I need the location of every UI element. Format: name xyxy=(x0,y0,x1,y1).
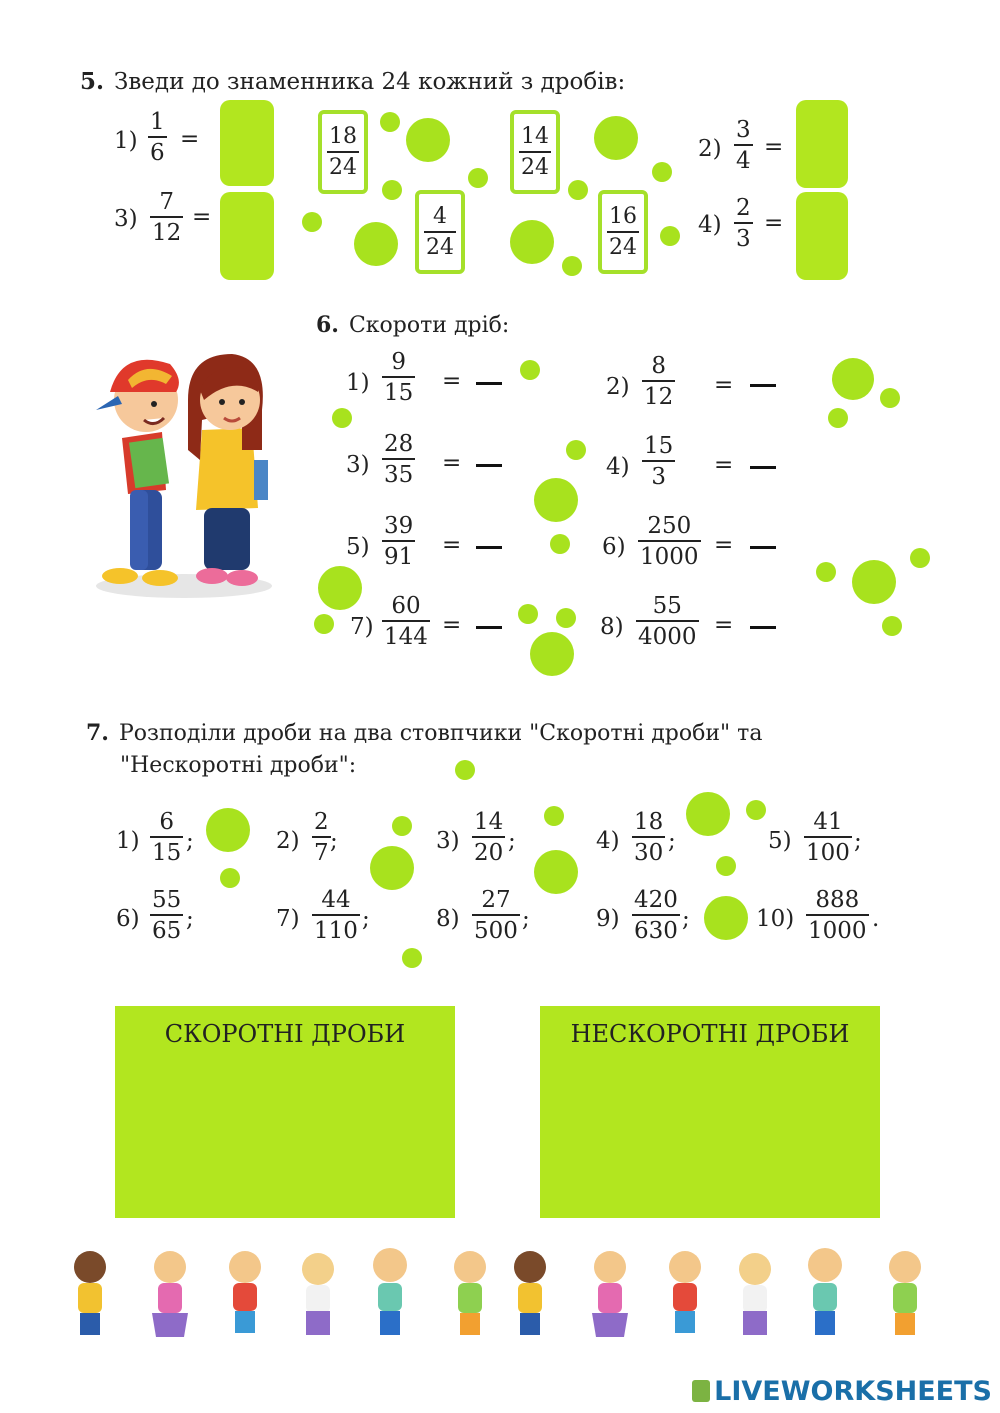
task7-item-6-fraction[interactable]: 55 65 xyxy=(152,887,182,945)
task6-item-4-fraction: 15 3 xyxy=(644,433,674,491)
task7-item-4-sep: ; xyxy=(668,828,676,854)
task6-item-5-label: 5) xyxy=(346,534,370,560)
task7-item-5-fraction[interactable]: 41 100 xyxy=(806,809,850,867)
tile-fraction: $\frac{4}{24}$ xyxy=(426,204,454,260)
task7-text-line1: Розподіли дроби на два стовпчики "Скоротні дроби" та xyxy=(118,721,763,746)
decor-dot xyxy=(518,604,538,624)
tile-fraction: $\frac{18}{24}$ xyxy=(329,124,357,180)
task5-number: 5. xyxy=(80,68,105,95)
task5-item-3-equals: = xyxy=(192,204,212,230)
task6-item-6-answer-blank[interactable] xyxy=(750,546,776,549)
decor-dot xyxy=(704,896,748,940)
task6-item-4-equals: = xyxy=(714,452,734,478)
task7-item-2-sep: ; xyxy=(330,828,338,854)
task7-heading xyxy=(86,718,762,782)
task6-item-7-fraction: 60 144 xyxy=(384,593,428,651)
fraction-tile-16-24[interactable] xyxy=(598,190,648,274)
task6-item-6-fraction: 250 1000 xyxy=(640,513,699,571)
task7-item-9-label: 9) xyxy=(596,906,620,932)
task6-item-6-equals: = xyxy=(714,532,734,558)
task7-item-7-label: 7) xyxy=(276,906,300,932)
task6-item-1-fraction: 9 15 xyxy=(384,349,414,407)
task6-item-1-label: 1) xyxy=(346,370,370,396)
irreducible-fractions-title: НЕСКОРОТНІ ДРОБИ xyxy=(570,1020,850,1048)
task7-item-8-sep: ; xyxy=(522,906,530,932)
task6-heading xyxy=(316,312,509,338)
decor-dot xyxy=(686,792,730,836)
task7-item-3-fraction[interactable]: 14 20 xyxy=(474,809,504,867)
task7-item-5-label: 5) xyxy=(768,828,792,854)
task7-item-1-fraction[interactable]: 6 15 xyxy=(152,809,182,867)
task5-item-2-equals: = xyxy=(764,134,784,160)
task5-item-2-label: 2) xyxy=(698,136,722,162)
task6-item-4-answer-blank[interactable] xyxy=(750,466,776,469)
decor-dot xyxy=(594,116,638,160)
task7-item-10-label: 10) xyxy=(756,906,795,932)
decor-dot xyxy=(530,632,574,676)
decor-dot xyxy=(510,220,554,264)
task7-item-8-fraction[interactable]: 27 500 xyxy=(474,887,518,945)
decor-dot xyxy=(544,806,564,826)
task5-item-3-fraction: 7 12 xyxy=(152,189,182,247)
task7-item-1-sep: ; xyxy=(186,828,194,854)
decor-dot xyxy=(220,868,240,888)
reducible-fractions-title: СКОРОТНІ ДРОБИ xyxy=(164,1020,406,1048)
task7-item-4-label: 4) xyxy=(596,828,620,854)
liveworksheets-icon xyxy=(692,1380,710,1402)
task5-answer-box-1[interactable] xyxy=(220,100,274,186)
tile-fraction: $\frac{16}{24}$ xyxy=(609,204,637,260)
decor-dot xyxy=(550,534,570,554)
task6-number: 6. xyxy=(316,312,339,338)
brand-text: LIVEWORKSHEETS xyxy=(714,1376,992,1407)
task5-item-2-fraction: 3 4 xyxy=(736,117,751,175)
decor-dot xyxy=(716,856,736,876)
fraction-tile-14-24[interactable] xyxy=(510,110,560,194)
task7-item-3-sep: ; xyxy=(508,828,516,854)
decor-dot xyxy=(314,614,334,634)
decor-dot xyxy=(568,180,588,200)
kids-row-illustration xyxy=(60,1245,930,1345)
task5-answer-box-3[interactable] xyxy=(220,192,274,280)
decor-dot xyxy=(562,256,582,276)
task6-item-8-answer-blank[interactable] xyxy=(750,626,776,629)
task7-item-8-label: 8) xyxy=(436,906,460,932)
task5-answer-box-2[interactable] xyxy=(796,100,848,188)
decor-dot xyxy=(566,440,586,460)
task6-item-7-answer-blank[interactable] xyxy=(476,626,502,629)
fraction-tile-18-24[interactable] xyxy=(318,110,368,194)
task5-item-3-label: 3) xyxy=(114,206,138,232)
task7-item-10-fraction[interactable]: 888 1000 xyxy=(808,887,867,945)
task6-item-5-answer-blank[interactable] xyxy=(476,546,502,549)
decor-dot xyxy=(910,548,930,568)
task6-item-5-equals: = xyxy=(442,532,462,558)
task5-item-1-equals: = xyxy=(180,126,200,152)
task6-item-1-equals: = xyxy=(442,368,462,394)
task7-number: 7. xyxy=(86,720,109,746)
task7-item-9-fraction[interactable]: 420 630 xyxy=(634,887,678,945)
task7-item-2-fraction[interactable]: 2 7 xyxy=(314,809,329,867)
reducible-fractions-dropzone[interactable] xyxy=(115,1006,455,1218)
task6-item-3-equals: = xyxy=(442,450,462,476)
task7-item-9-sep: ; xyxy=(682,906,690,932)
decor-dot xyxy=(455,760,475,780)
task5-item-4-label: 4) xyxy=(698,212,722,238)
task6-item-4-label: 4) xyxy=(606,454,630,480)
decor-dot xyxy=(206,808,250,852)
task6-item-7-label: 7) xyxy=(350,614,374,640)
decor-dot xyxy=(746,800,766,820)
decor-dot xyxy=(332,408,352,428)
decor-dot xyxy=(556,608,576,628)
task7-item-7-sep: ; xyxy=(362,906,370,932)
fraction-tile-4-24[interactable] xyxy=(415,190,465,274)
decor-dot xyxy=(520,360,540,380)
task7-item-5-sep: ; xyxy=(854,828,862,854)
decor-dot xyxy=(468,168,488,188)
task6-item-6-label: 6) xyxy=(602,534,626,560)
task6-item-3-label: 3) xyxy=(346,452,370,478)
task5-item-4-equals: = xyxy=(764,210,784,236)
task6-item-7-equals: = xyxy=(442,612,462,638)
task6-item-2-equals: = xyxy=(714,372,734,398)
task7-item-6-label: 6) xyxy=(116,906,140,932)
decor-dot xyxy=(370,846,414,890)
decor-dot xyxy=(354,222,398,266)
decor-dot xyxy=(534,850,578,894)
task5-heading xyxy=(80,68,625,95)
task6-item-5-fraction: 39 91 xyxy=(384,513,414,571)
decor-dot xyxy=(392,816,412,836)
task5-item-1-fraction: 1 6 xyxy=(150,109,165,167)
decor-dot xyxy=(302,212,322,232)
task7-item-3-label: 3) xyxy=(436,828,460,854)
task7-text-line2: "Нескоротні дроби": xyxy=(120,752,357,778)
task6-item-3-fraction: 28 35 xyxy=(384,431,414,489)
decor-dot xyxy=(382,180,402,200)
tile-fraction: $\frac{14}{24}$ xyxy=(521,124,549,180)
decor-dot xyxy=(380,112,400,132)
decor-dot xyxy=(660,226,680,246)
task6-item-8-fraction: 55 4000 xyxy=(638,593,697,651)
decor-dot xyxy=(652,162,672,182)
task6-text: Скороти дріб: xyxy=(348,313,510,338)
decor-dot xyxy=(816,562,836,582)
task6-item-2-label: 2) xyxy=(606,374,630,400)
decor-dot xyxy=(402,948,422,968)
task5-item-4-fraction: 2 3 xyxy=(736,195,751,253)
decor-dot xyxy=(534,478,578,522)
irreducible-fractions-dropzone[interactable] xyxy=(540,1006,880,1218)
task7-item-7-fraction[interactable]: 44 110 xyxy=(314,887,358,945)
two-kids-illustration xyxy=(92,340,277,602)
task6-item-8-label: 8) xyxy=(600,614,624,640)
task6-item-2-fraction: 8 12 xyxy=(644,353,674,411)
task7-item-10-sep: . xyxy=(872,906,880,932)
task6-item-2-answer-blank[interactable] xyxy=(750,384,776,387)
decor-dot xyxy=(828,408,848,428)
decor-dot xyxy=(852,560,896,604)
task7-item-1-label: 1) xyxy=(116,828,140,854)
task5-text: Зведи до знаменника 24 кожний з дробів: xyxy=(114,69,626,95)
task7-item-4-fraction[interactable]: 18 30 xyxy=(634,809,664,867)
task7-item-6-sep: ; xyxy=(186,906,194,932)
decor-dot xyxy=(406,118,450,162)
task7-item-2-label: 2) xyxy=(276,828,300,854)
task6-item-1-answer-blank[interactable] xyxy=(476,382,502,385)
decor-dot xyxy=(880,388,900,408)
decor-dot xyxy=(318,566,362,610)
decor-dot xyxy=(882,616,902,636)
task5-item-1-label: 1) xyxy=(114,128,138,154)
decor-dot xyxy=(832,358,874,400)
task5-answer-box-4[interactable] xyxy=(796,192,848,280)
task6-item-8-equals: = xyxy=(714,612,734,638)
task6-item-3-answer-blank[interactable] xyxy=(476,464,502,467)
liveworksheets-logo[interactable] xyxy=(692,1376,992,1407)
